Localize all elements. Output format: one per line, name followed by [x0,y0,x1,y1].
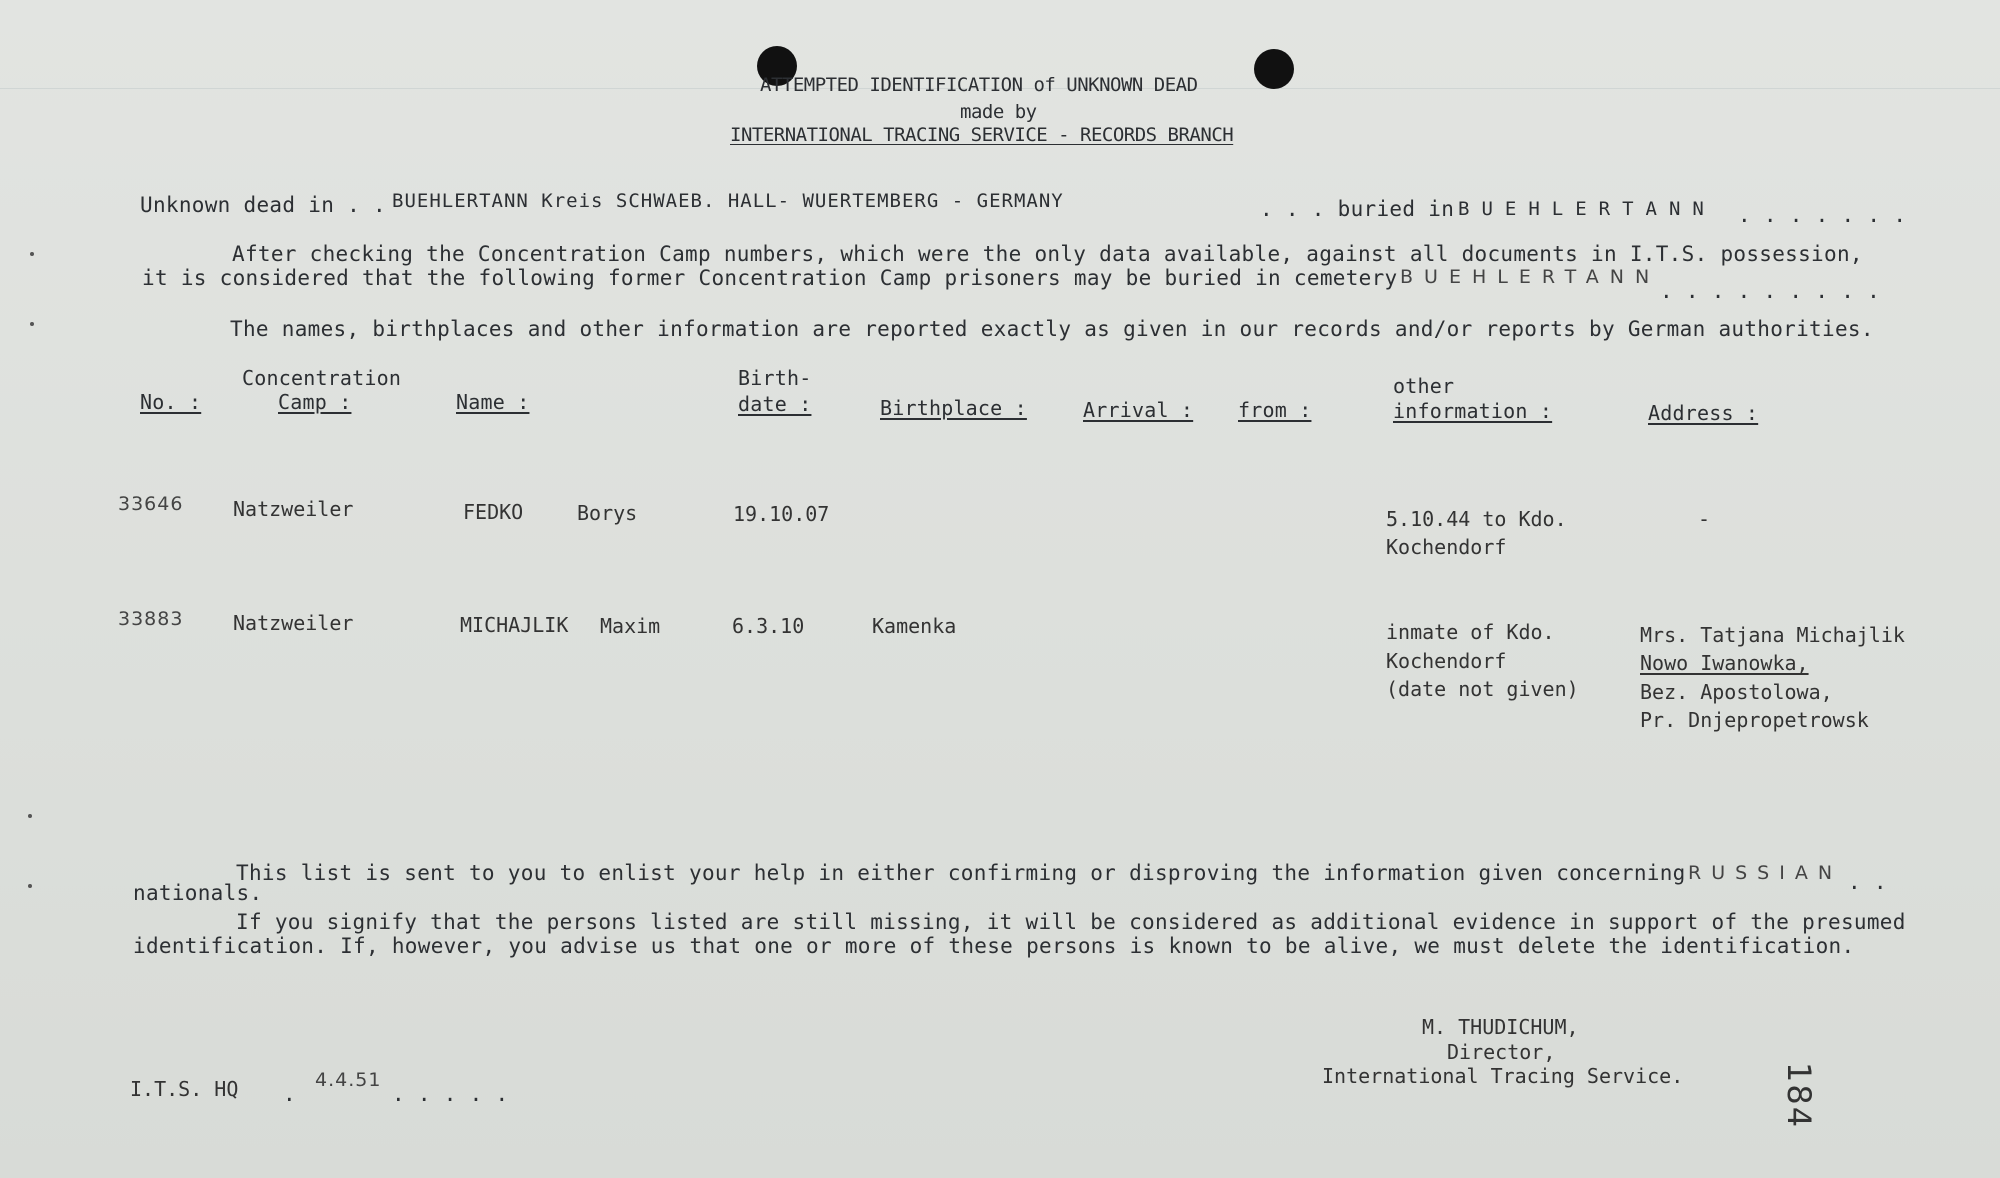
buried-label: . . . buried in [1260,197,1455,221]
table-row-2-surname: MICHAJLIK [460,613,569,637]
page-number: 184 [1780,1062,1818,1130]
punch-hole-right [1254,49,1294,89]
table-row-2-address-line1: Mrs. Tatjana Michajlik [1640,623,1905,647]
column-header-from: from : [1238,398,1312,422]
signatory-name: M. THUDICHUM, [1422,1015,1579,1039]
buried-place: BUEHLERTANN [1458,198,1716,220]
closing-line-2: nationals. [133,881,263,905]
document-date: 4.4.51 [315,1069,382,1091]
table-row-1-surname: FEDKO [463,500,524,524]
reporting-note: The names, birthplaces and other information are reported exactly as given in our records and/or reports by German authorities. [230,317,1874,341]
column-header-birthplace: Birthplace : [880,396,1027,420]
column-header-arrival: Arrival : [1083,398,1194,422]
column-header-other: information : [1393,399,1553,423]
column-header-birthdate: date : [738,392,812,416]
column-header-camp: Camp : [278,390,352,414]
column-header-no: No. : [140,390,202,414]
table-row-2-firstname: Maxim [600,614,661,638]
table-row-2-address-line4: Pr. Dnjepropetrowsk [1640,708,1869,732]
table-row-2-other-line3: (date not given) [1386,677,1579,701]
column-header-birthdate-top: Birth- [738,366,812,390]
closing-line-1-leader: . . [1848,870,1887,894]
table-row-1-other-line1: 5.10.44 to Kdo. [1386,507,1567,531]
hq-label: I.T.S. HQ [130,1077,239,1101]
cemetery-leader: . . . . . . . . . [1660,279,1881,303]
table-row-2-other-line2: Kochendorf [1386,649,1507,673]
service-heading: INTERNATIONAL TRACING SERVICE - RECORDS BRANCH [730,124,1234,146]
signatory-role: Director, [1447,1040,1556,1064]
hq-leader: . . . . . [392,1082,509,1106]
table-row-1-camp: Natzweiler [233,497,354,521]
margin-mark [28,884,32,888]
closing-line-3: If you signify that the persons listed are still missing, it will be considered as additional evidence in support of the presumed [236,910,1906,934]
table-row-2-camp: Natzweiler [233,611,354,635]
column-header-name: Name : [456,390,530,414]
table-row-1-address: - [1698,507,1711,531]
intro-paragraph-line1: After checking the Concentration Camp numbers, which were the only data available, against all documents in I.T.S. possession, [232,242,1863,266]
column-header-other-top: other [1393,374,1455,398]
cemetery-name: BUEHLERTANN [1400,266,1661,288]
document-title: ATTEMPTED IDENTIFICATION of UNKNOWN DEAD [760,74,1198,96]
closing-line-1: This list is sent to you to enlist your help in either confirming or disproving the information given concerning [236,861,1686,885]
hq-leader-start: . [283,1082,296,1106]
table-row-2-address-line3: Bez. Apostolowa, [1640,680,1833,704]
unknown-dead-label: Unknown dead in . . [140,193,386,217]
signatory-organization: International Tracing Service. [1322,1064,1684,1088]
made-by-label: made by [960,101,1037,123]
closing-line-4: identification. If, however, you advise us that one or more of these persons is known to be alive, we must delete the identification. [133,934,1855,958]
table-row-1-number: 33646 [118,493,184,515]
table-row-2-address-line2: Nowo Iwanowka, [1640,651,1809,675]
nationality: RUSSIAN [1688,862,1843,884]
margin-mark [30,322,34,326]
buried-leader: . . . . . . . [1738,203,1907,227]
margin-mark [28,814,32,818]
unknown-dead-place: BUEHLERTANN Kreis SCHWAEB. HALL- WUERTEMBERG - GERMANY [392,190,1064,212]
table-row-2-number: 33883 [118,608,184,630]
margin-mark [30,252,34,256]
table-row-1-other-line2: Kochendorf [1386,535,1507,559]
table-row-1-firstname: Borys [577,501,638,525]
table-row-2-other-line1: inmate of Kdo. [1386,620,1555,644]
table-row-2-birthplace: Kamenka [872,614,957,638]
intro-paragraph-line2: it is considered that the following former Concentration Camp prisoners may be buried in cemetery [142,266,1398,290]
table-row-2-birthdate: 6.3.10 [732,614,805,638]
column-header-camp-top: Concentration [242,366,402,390]
table-row-1-birthdate: 19.10.07 [733,502,830,526]
column-header-address: Address : [1648,401,1759,425]
